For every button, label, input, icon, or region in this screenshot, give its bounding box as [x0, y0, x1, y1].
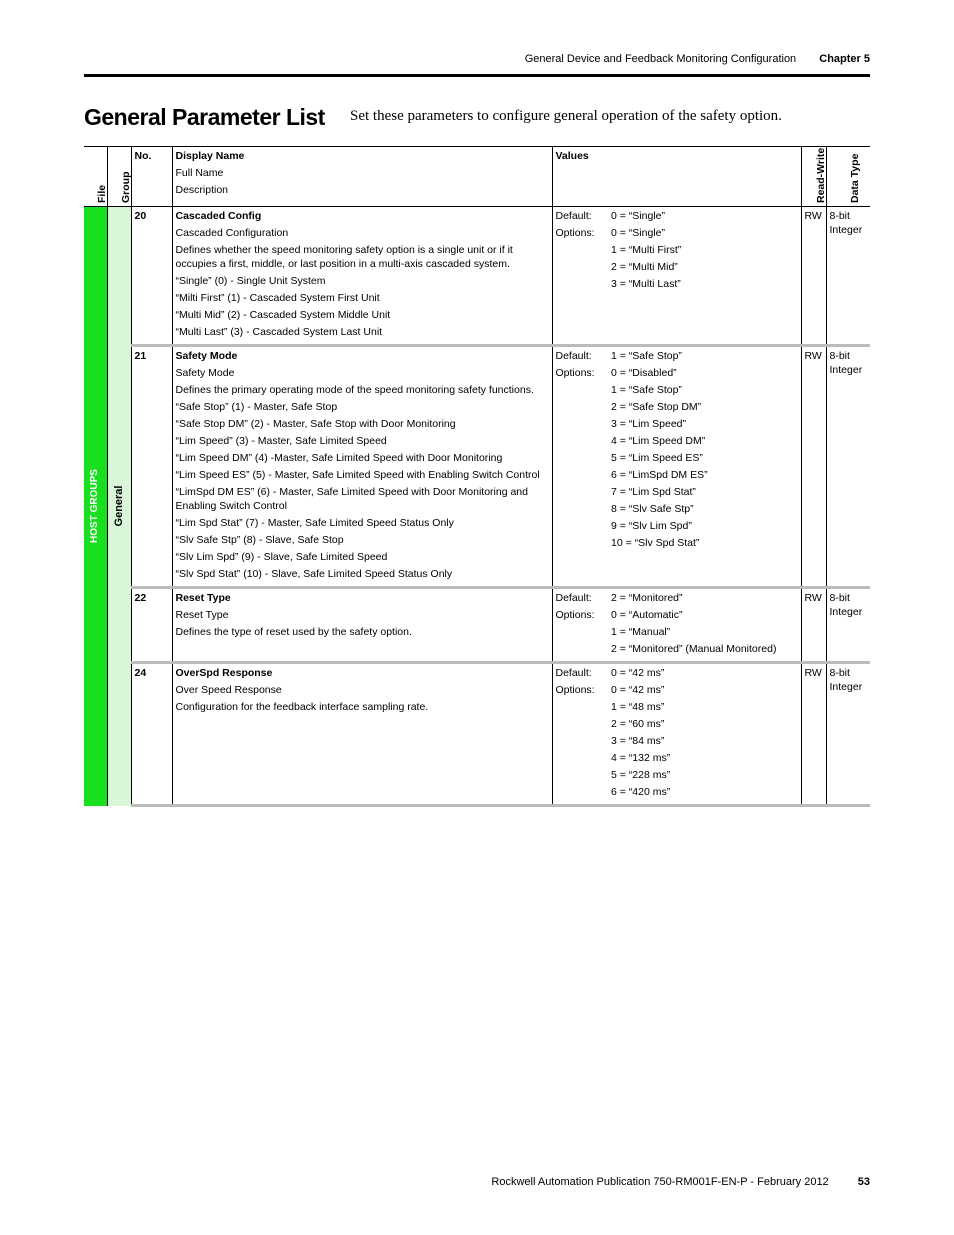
page-number: 53 — [857, 1176, 870, 1188]
value-labels — [552, 663, 608, 806]
value-label: Default: — [555, 592, 592, 604]
param-description-line: Defines the type of reset used by the safety option. — [175, 626, 412, 638]
param-name-cell — [172, 663, 552, 806]
param-full-name: Over Speed Response — [175, 684, 282, 696]
param-data-type: 8-bit Integer — [826, 207, 870, 346]
param-description-line: “LimSpd DM ES” (6) - Master, Safe Limited Speed with Door Monitoring and Enabling Switch Control — [175, 486, 528, 512]
value-option: 1 = “Safe Stop” — [611, 384, 682, 396]
parameter-row — [84, 588, 870, 663]
param-read-write: RW — [801, 588, 826, 663]
value-option: 9 = “Slv Lim Spd” — [611, 520, 692, 532]
value-option: 2 = “Multi Mid” — [611, 261, 678, 273]
param-data-type: 8-bit Integer — [826, 588, 870, 663]
param-description-line: Defines whether the speed monitoring safety option is a single unit or if it occupies a first, middle, or last position in a multi-axis cascaded system. — [175, 244, 513, 270]
value-option: 10 = “Slv Spd Stat” — [611, 537, 700, 549]
value-option: 1 = “Safe Stop” — [611, 350, 682, 362]
value-label: Options: — [555, 684, 595, 696]
header-no: No. — [131, 147, 172, 207]
param-data-type: 8-bit Integer — [826, 346, 870, 588]
param-name-cell — [172, 588, 552, 663]
file-cell: HOST GROUPS — [84, 207, 107, 806]
param-full-name: Reset Type — [175, 609, 229, 621]
value-options — [608, 346, 801, 588]
value-option: 3 = “Multi Last” — [611, 278, 681, 290]
value-option: 2 = “Monitored” (Manual Monitored) — [611, 643, 777, 655]
value-option: 1 = “Manual” — [611, 626, 671, 638]
param-description-line: “Slv Safe Stp” (8) - Slave, Safe Stop — [175, 534, 344, 546]
chapter-label: Chapter 5 — [819, 53, 870, 65]
value-option: 5 = “228 ms” — [611, 769, 671, 781]
value-option: 0 = “Automatic” — [611, 609, 683, 621]
value-option: 0 = “Single” — [611, 227, 665, 239]
param-description-line: “Lim Spd Stat” (7) - Master, Safe Limited Speed Status Only — [175, 517, 454, 529]
param-number: 20 — [131, 207, 172, 346]
value-label: Default: — [555, 210, 592, 222]
header-file: File — [84, 147, 107, 207]
value-label: Options: — [555, 609, 595, 621]
param-display-name: Reset Type — [175, 592, 231, 604]
param-full-name: Safety Mode — [175, 367, 235, 379]
value-label: Default: — [555, 667, 592, 679]
param-number: 24 — [131, 663, 172, 806]
value-option: 6 = “420 ms” — [611, 786, 671, 798]
table-header-row — [84, 147, 870, 207]
param-display-name: OverSpd Response — [175, 667, 273, 679]
value-option: 2 = “Safe Stop DM” — [611, 401, 702, 413]
param-description-line: Configuration for the feedback interface sampling rate. — [175, 701, 429, 713]
param-description-line: “Milti First” (1) - Cascaded System First Unit — [175, 292, 380, 304]
section-title: General Device and Feedback Monitoring Configuration — [524, 53, 797, 65]
param-description-line: Defines the primary operating mode of the speed monitoring safety functions. — [175, 384, 534, 396]
param-read-write: RW — [801, 207, 826, 346]
value-option: 0 = “Disabled” — [611, 367, 677, 379]
value-option: 7 = “Lim Spd Stat” — [611, 486, 696, 498]
param-description-line: “Lim Speed ES” (5) - Master, Safe Limited Speed with Enabling Switch Control — [175, 469, 540, 481]
value-option: 6 = “LimSpd DM ES” — [611, 469, 708, 481]
header-rule — [84, 74, 870, 77]
value-option: 2 = “Monitored” — [611, 592, 683, 604]
value-label: Options: — [555, 227, 595, 239]
value-labels — [552, 207, 608, 346]
param-description-line: “Safe Stop DM” (2) - Master, Safe Stop with Door Monitoring — [175, 418, 456, 430]
value-labels — [552, 588, 608, 663]
value-options — [608, 588, 801, 663]
param-description-line: “Lim Speed” (3) - Master, Safe Limited Speed — [175, 435, 387, 447]
parameter-row — [84, 207, 870, 346]
value-option: 8 = “Slv Safe Stp” — [611, 503, 694, 515]
param-read-write: RW — [801, 346, 826, 588]
value-option: 3 = “Lim Speed” — [611, 418, 686, 430]
header-group: Group — [107, 147, 131, 207]
value-option: 3 = “84 ms” — [611, 735, 665, 747]
value-option: 0 = “Single” — [611, 210, 665, 222]
value-option: 5 = “Lim Speed ES” — [611, 452, 703, 464]
parameter-row — [84, 663, 870, 806]
running-header — [525, 53, 870, 65]
value-option: 2 = “60 ms” — [611, 718, 665, 730]
value-options — [608, 207, 801, 346]
value-option: 4 = “132 ms” — [611, 752, 671, 764]
param-description-line: “Lim Speed DM” (4) -Master, Safe Limited Speed with Door Monitoring — [175, 452, 503, 464]
param-description-line: “Multi Mid” (2) - Cascaded System Middle Unit — [175, 309, 391, 321]
header-data-type: Data Type — [826, 147, 870, 207]
header-display-name: Display Name Full Name Description — [172, 147, 552, 207]
param-data-type: 8-bit Integer — [826, 663, 870, 806]
param-name-cell — [172, 346, 552, 588]
parameter-table — [84, 146, 870, 807]
param-description-line: “Safe Stop” (1) - Master, Safe Stop — [175, 401, 338, 413]
page-footer — [491, 1176, 870, 1188]
param-display-name: Safety Mode — [175, 350, 238, 362]
value-option: 0 = “42 ms” — [611, 667, 665, 679]
param-description-line: “Slv Spd Stat” (10) - Slave, Safe Limited Speed Status Only — [175, 568, 453, 580]
publication-info: Rockwell Automation Publication 750-RM001F-EN-P - February 2012 — [491, 1176, 829, 1188]
page-title: General Parameter List — [84, 104, 325, 130]
parameter-row — [84, 346, 870, 588]
value-option: 4 = “Lim Speed DM” — [611, 435, 706, 447]
value-option: 0 = “42 ms” — [611, 684, 665, 696]
value-label: Default: — [555, 350, 592, 362]
value-labels — [552, 346, 608, 588]
param-number: 22 — [131, 588, 172, 663]
intro-text: Set these parameters to configure general operation of the safety option. — [350, 108, 782, 124]
value-options — [608, 663, 801, 806]
header-values: Values — [552, 147, 801, 207]
group-cell: General — [107, 207, 131, 806]
param-display-name: Cascaded Config — [175, 210, 262, 222]
value-option: 1 = “Multi First” — [611, 244, 682, 256]
param-number: 21 — [131, 346, 172, 588]
value-option: 1 = “48 ms” — [611, 701, 665, 713]
param-description-line: “Single” (0) - Single Unit System — [175, 275, 326, 287]
header-read-write: Read-Write — [801, 147, 826, 207]
param-description-line: “Multi Last” (3) - Cascaded System Last Unit — [175, 326, 383, 338]
param-description-line: “Slv Lim Spd” (9) - Slave, Safe Limited Speed — [175, 551, 388, 563]
value-label: Options: — [555, 367, 595, 379]
param-read-write: RW — [801, 663, 826, 806]
param-full-name: Cascaded Configuration — [175, 227, 289, 239]
param-name-cell — [172, 207, 552, 346]
